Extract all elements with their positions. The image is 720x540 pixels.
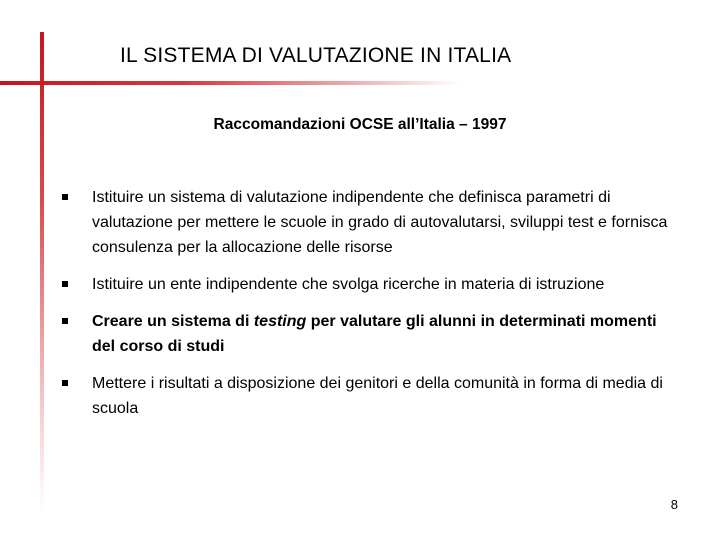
bullet-text: Mettere i risultati a disposizione dei genitori e della comunità in forma di media di scuola — [92, 375, 663, 417]
slide-subtitle: Raccomandazioni OCSE all’Italia – 1997 — [213, 116, 507, 133]
bullet-text: Istituire un ente indipendente che svolga ricerche in materia di istruzione — [92, 276, 605, 293]
bullet-item-3 — [62, 309, 682, 359]
page-number: 8 — [670, 497, 678, 512]
square-bullet-icon — [62, 281, 68, 287]
bullet-text-part: Creare un sistema di — [92, 313, 254, 330]
bullet-text-italic: testing — [253, 313, 307, 330]
accent-horizontal-line — [0, 81, 460, 85]
bullet-item-1 — [62, 185, 682, 260]
bullet-list — [62, 185, 682, 433]
slide-title: IL SISTEMA DI VALUTAZIONE IN ITALIA — [120, 44, 512, 67]
bullet-text: Istituire un sistema di valutazione indipendente che definisca parametri di valutazione per mettere le scuole in grado di autovalutarsi, sviluppi test e fornisca consulenza per la allocazione delle risorse — [92, 189, 668, 256]
square-bullet-icon — [62, 194, 68, 200]
bullet-item-4 — [62, 371, 682, 421]
bullet-item-2 — [62, 272, 682, 297]
square-bullet-icon — [62, 380, 68, 386]
accent-vertical-line — [40, 32, 44, 512]
square-bullet-icon — [62, 318, 68, 324]
bullet-text-part: per valutare gli alunni in determinati momenti del corso di studi — [92, 313, 657, 355]
